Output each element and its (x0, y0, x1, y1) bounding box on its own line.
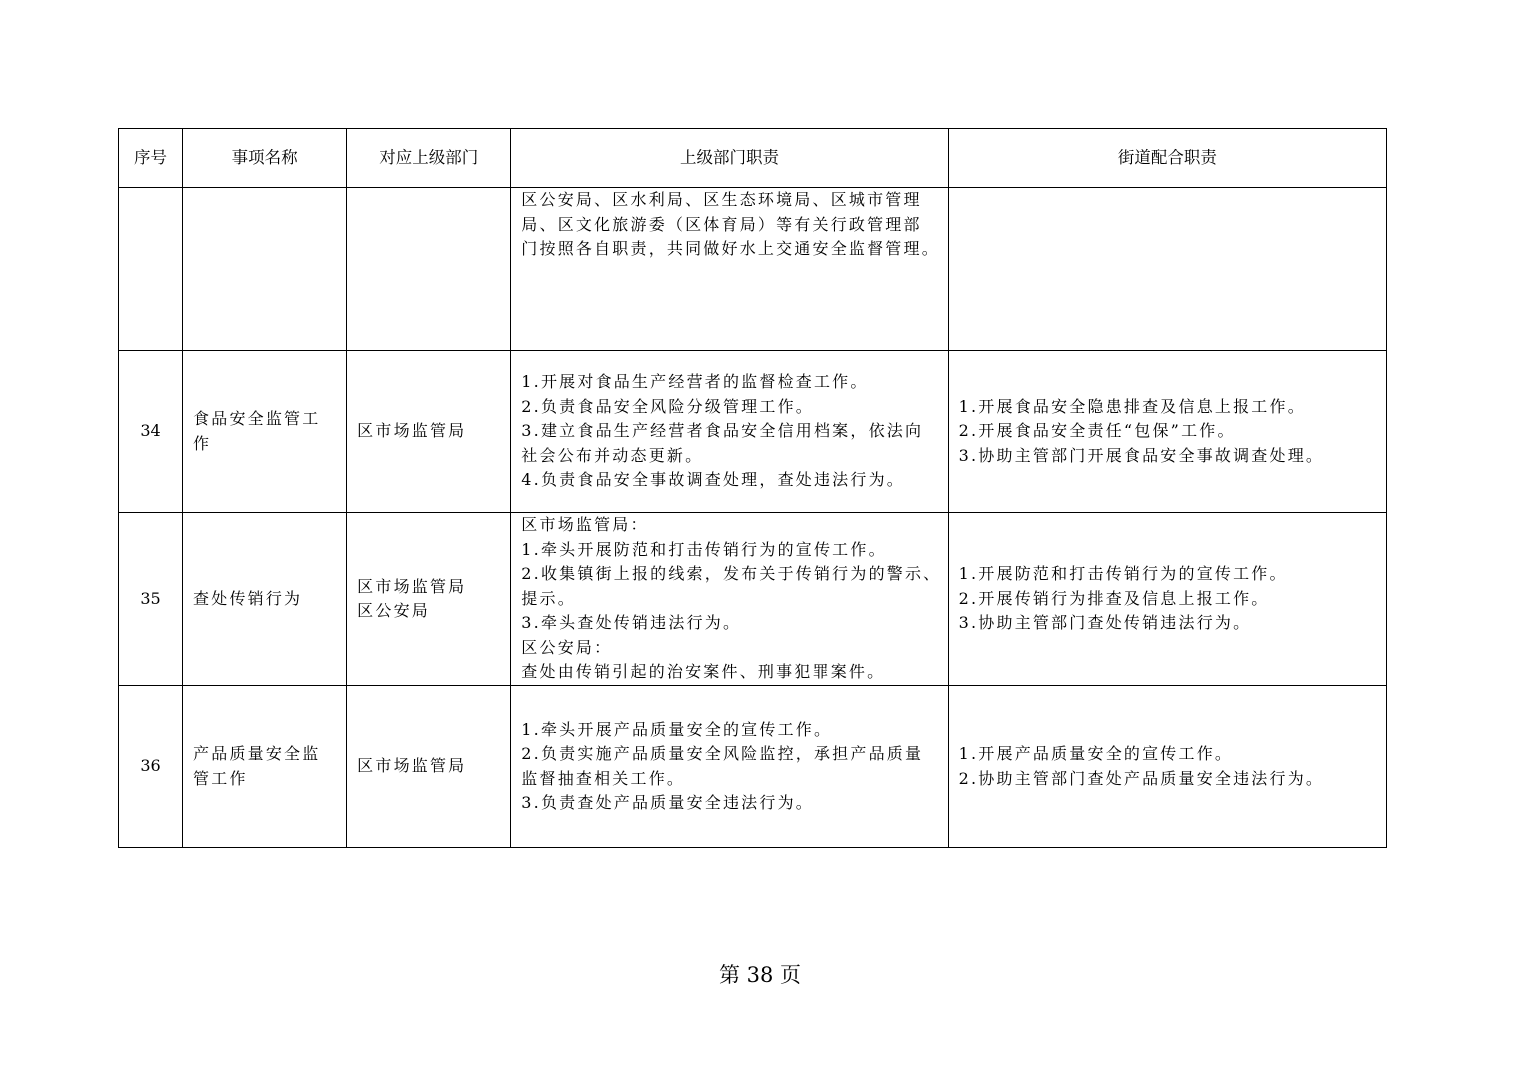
duty-cell (511, 513, 948, 686)
duty-line: 1.牵头开展防范和打击传销行为的宣传工作。 (521, 539, 887, 559)
duty-line: 查处由传销引起的治安案件、刑事犯罪案件。 (521, 662, 886, 682)
duty-line: 门按照各自职责，共同做好水上交通安全监督管理。 (521, 239, 940, 258)
duty-line: 2.负责实施产品质量安全风险监控，承担产品质量 (521, 744, 924, 763)
duty-line: 区公安局： (521, 637, 613, 657)
street-duty-line: 1.开展食品安全隐患排查及信息上报工作。 (958, 396, 1306, 416)
duty-line: 1.开展对食品生产经营者的监督检查工作。 (521, 372, 869, 392)
row-number: 36 (119, 686, 183, 848)
department-cell (347, 686, 511, 848)
duty-cell (511, 188, 948, 351)
duty-line: 社会公布并动态更新。 (521, 445, 704, 465)
duty-cell (511, 351, 948, 513)
street-duty-line: 1.开展防范和打击传销行为的宣传工作。 (958, 564, 1288, 584)
duty-line: 1.牵头开展产品质量安全的宣传工作。 (521, 719, 833, 739)
department-cell (347, 351, 511, 513)
item-name-line: 查处传销行为 (193, 588, 303, 608)
street-duty-line: 2.协助主管部门查处产品质量安全违法行为。 (958, 768, 1325, 788)
header-street-duties: 街道配合职责 (948, 129, 1386, 188)
department-line: 区市场监管局 (357, 421, 467, 441)
row-number (119, 188, 183, 351)
item-name-cell (183, 686, 347, 848)
duty-line: 局、区文化旅游委（区体育局）等有关行政管理部 (521, 214, 922, 234)
page-number: 第 38 页 (718, 963, 802, 987)
table-row (119, 513, 1387, 686)
duty-line: 监督抽查相关工作。 (521, 768, 686, 788)
duty-line: 区市场监管局： (521, 515, 649, 535)
duty-line: 3.建立食品生产经营者食品安全信用档案，依法向 (521, 421, 924, 441)
duty-line: 2.收集镇街上报的线索，发布关于传销行为的警示、 (521, 564, 942, 584)
header-superior-duties: 上级部门职责 (511, 129, 948, 188)
item-name-cell (183, 513, 347, 686)
street-duty-cell (948, 188, 1386, 351)
street-duty-line: 3.协助主管部门查处传销违法行为。 (958, 613, 1252, 633)
street-duty-line: 1.开展产品质量安全的宣传工作。 (958, 744, 1234, 763)
table-header-row (119, 129, 1387, 188)
item-name-line: 产品质量安全监 (193, 744, 321, 763)
item-name-line: 食品安全监管工 (193, 409, 321, 428)
street-duty-line: 3.协助主管部门开展食品安全事故调查处理。 (958, 445, 1325, 465)
department-line: 区市场监管局 (357, 756, 467, 776)
duty-line: 3.牵头查处传销违法行为。 (521, 613, 742, 633)
item-name-line: 管工作 (193, 768, 248, 788)
header-superior-department: 对应上级部门 (347, 129, 511, 188)
item-name-cell (183, 351, 347, 513)
street-duty-cell (948, 351, 1386, 513)
department-cell (347, 513, 511, 686)
duty-line: 区公安局、区水利局、区生态环境局、区城市管理 (521, 190, 922, 209)
row-number: 35 (119, 513, 183, 686)
street-duty-line: 2.开展食品安全责任“包保”工作。 (958, 421, 1236, 441)
duty-line: 4.负责食品安全事故调查处理，查处违法行为。 (521, 470, 905, 490)
duty-cell (511, 686, 948, 848)
duty-line: 2.负责食品安全风险分级管理工作。 (521, 396, 814, 416)
table-row (119, 351, 1387, 513)
row-number: 34 (119, 351, 183, 513)
department-line: 区市场监管局 (357, 576, 467, 596)
responsibility-table (118, 128, 1387, 848)
street-duty-cell (948, 686, 1386, 848)
duty-line: 3.负责查处产品质量安全违法行为。 (521, 793, 814, 812)
item-name-line: 作 (193, 433, 212, 453)
header-serial-number: 序号 (119, 129, 183, 188)
department-line: 区公安局 (357, 601, 430, 620)
header-item-name: 事项名称 (183, 129, 347, 188)
item-name-cell (183, 188, 347, 351)
duty-line: 提示。 (521, 588, 576, 608)
street-duty-line: 2.开展传销行为排查及信息上报工作。 (958, 588, 1270, 608)
department-cell (347, 188, 511, 351)
table-row (119, 686, 1387, 848)
table-row (119, 188, 1387, 351)
street-duty-cell (948, 513, 1386, 686)
